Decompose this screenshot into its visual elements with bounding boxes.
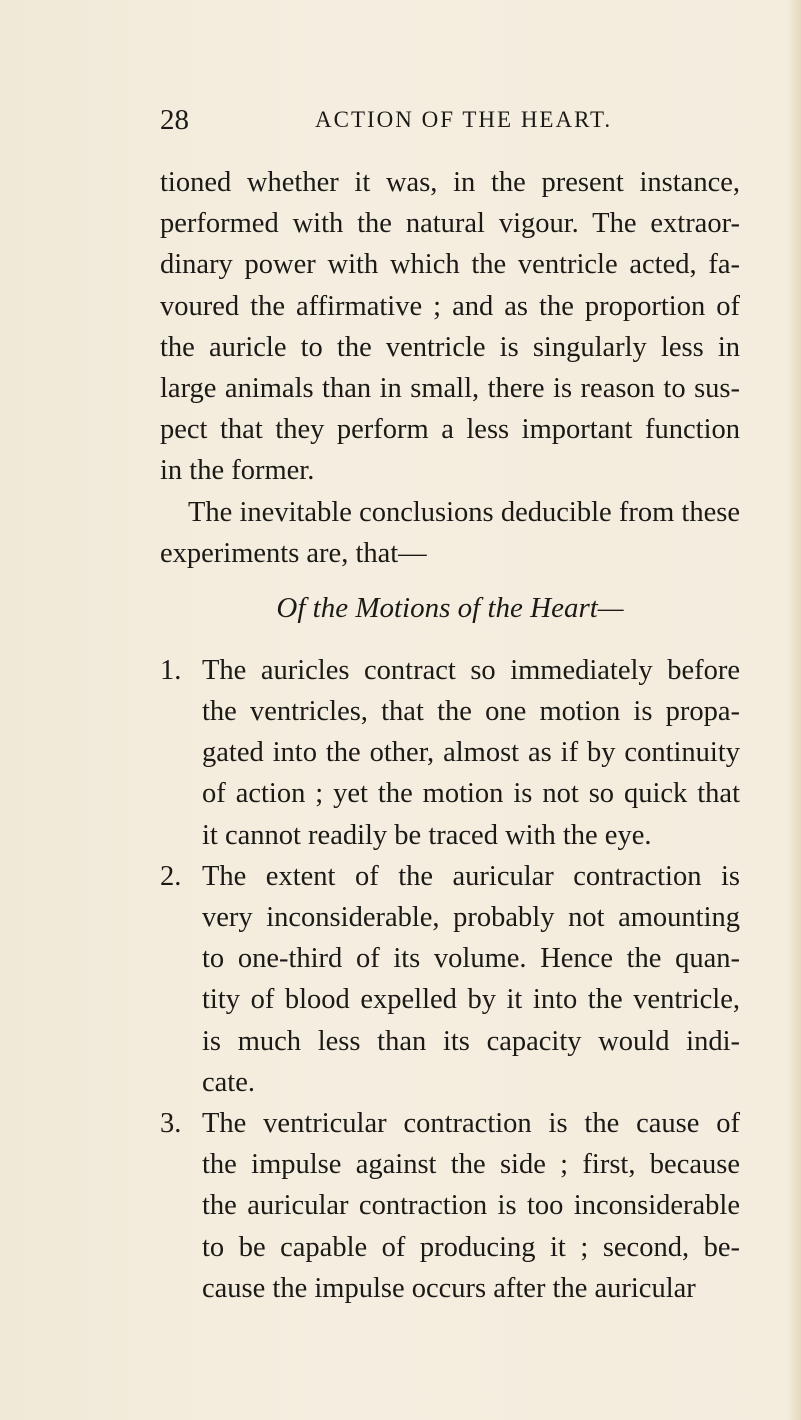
paragraph-1-line-6: large animals than in small, there is reason to sus-	[160, 372, 740, 404]
paragraph-1-line-1: tioned whether it was, in the present instance,	[160, 167, 740, 198]
list-item-1	[160, 650, 740, 856]
page-edge-shadow	[787, 0, 801, 1420]
item-3-line-4: to be capable of producing it ; second, be-	[202, 1231, 740, 1263]
item-2-line-5: is much less than its capacity would indi-	[202, 1025, 740, 1057]
paragraph-1-line-2: performed with the natural vigour. The extraor-	[160, 208, 740, 240]
item-2-number: 2.	[160, 860, 182, 892]
item-1-line-5: it cannot readily be traced with the eye.	[202, 819, 652, 851]
item-1-line-2: the ventricles, that the one motion is propa-	[202, 696, 740, 728]
item-2-line-1	[160, 856, 740, 897]
section-heading: Of the Motions of the Heart—	[276, 591, 624, 624]
item-1-number: 1.	[160, 654, 182, 686]
paragraph-2-line-2: experiments are, that—	[160, 537, 427, 569]
item-3-line-5: cause the impulse occurs after the auricular	[202, 1272, 696, 1304]
item-1-line-1-text: The auricles contract so immediately before	[202, 654, 740, 686]
item-1-line-3: gated into the other, almost as if by continuity	[202, 737, 740, 769]
paragraph-1-line-4: voured the affirmative ; and as the proportion of	[160, 290, 740, 322]
item-2-line-1-text: The extent of the auricular contraction is	[202, 860, 740, 892]
item-2-line-6: cate.	[202, 1066, 255, 1098]
item-3-number: 3.	[160, 1107, 182, 1139]
paragraph-1-line-5: the auricle to the ventricle is singularly less in	[160, 331, 740, 363]
item-3-line-3: the auricular contraction is too inconsiderable	[202, 1190, 740, 1222]
item-1-line-4: of action ; yet the motion is not so quick that	[202, 778, 740, 810]
item-2-line-2: very inconsiderable, probably not amounting	[202, 902, 740, 933]
item-3-line-1	[160, 1103, 740, 1144]
item-2-line-3: to one-third of its volume. Hence the quan-	[202, 943, 740, 975]
body-text	[160, 162, 740, 1309]
item-2-line-4: tity of blood expelled by it into the ventricle,	[202, 984, 740, 1016]
page-number: 28	[160, 104, 189, 136]
item-3-line-1-text: The ventricular contraction is the cause of	[202, 1107, 740, 1139]
paragraph-2-line-1: The inevitable conclusions deducible from these	[188, 496, 740, 528]
paragraph-1-line-3: dinary power with which the ventricle acted, fa-	[160, 249, 740, 281]
list-item-3	[160, 1103, 740, 1309]
paragraph-1-line-7: pect that they perform a less important function	[160, 414, 740, 446]
paragraph-1-line-8: in the former.	[160, 455, 315, 487]
item-1-line-1	[160, 650, 740, 691]
running-head	[160, 104, 780, 144]
running-head-title: ACTION OF THE HEART.	[315, 107, 613, 132]
list-item-2	[160, 856, 740, 1103]
item-3-line-2: the impulse against the side ; first, because	[202, 1149, 740, 1181]
